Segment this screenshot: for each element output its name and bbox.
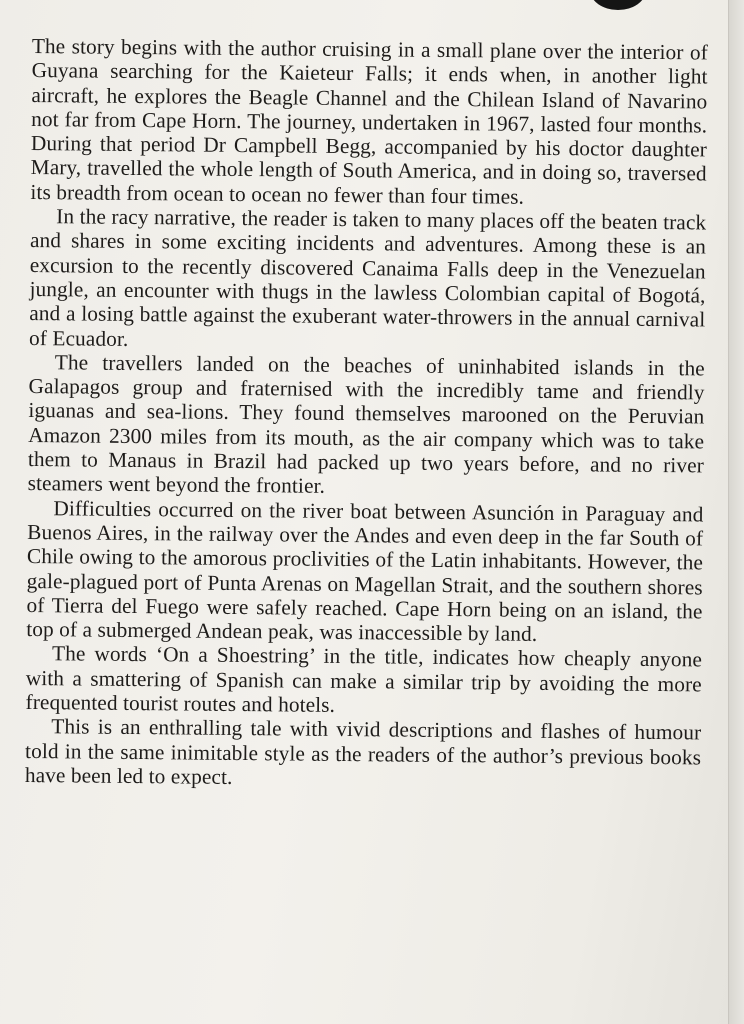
paragraph-6: This is an enthralling tale with vivid descriptions and flashes of humour told in the same inimitable style as the readers of the author’s previous books have been led to expect.	[24, 714, 702, 789]
paragraph-5: The words ‘On a Shoestring’ in the title, indicates how cheaply anyone with a smattering of Spanish can make a similar trip by avoiding the more frequented tourist routes and hotels.	[25, 641, 703, 717]
dark-object-top	[590, 0, 646, 10]
paragraph-1: The story begins with the author cruising in a small plane over the interior of Guyana searching for the Kaieteur Falls; it ends when, in another light aircraft, he explores the Beagle Channel and the Chilean Island of Navarino not far from Cape Horn. The journey, undertaken in 1967, lasted four months. During that period Dr Campbell Begg, accompanied by his doctor daughter Mary, travelled the whole length of South America, and in doing so, traversed its breadth from ocean to ocean no fewer than four times.	[30, 34, 708, 209]
page-edge	[728, 0, 744, 1024]
paragraph-4: Difficulties occurred on the river boat between Asunción in Paraguay and Buenos Aires, in the railway over the Andes and even deep in the far South of Chile owing to the amorous proclivities of the Latin inhabitants. However, the gale-plagued port of Punta Arenas on Magellan Strait, and the southern shores of Tierra del Fuego were safely reached. Cape Horn being on an island, the top of a submerged Andean peak, was inaccessible by land.	[26, 495, 704, 647]
paragraph-2: In the racy narrative, the reader is taken to many places off the beaten track and shares in some exciting incidents and adventures. Among these is an excursion to the recently discovered Canaima Falls deep in the Venezuelan jungle, an encounter with thugs in the lawless Colombian capital of Bogotá, and a losing battle against the exuberant water-throwers in the annual carnival of Ecuador.	[28, 204, 707, 351]
paragraph-3: The travellers landed on the beaches of uninhabited islands in the Galapagos group and fraternised with the incredibly tame and friendly iguanas and sea-lions. They found themselves marooned on the Peruvian Amazon 2300 miles from its mouth, as the air company which was to take them to Manaus in Brazil had packed up two years before, and no river steamers went beyond the frontier.	[27, 350, 705, 499]
blurb-text	[25, 34, 708, 794]
